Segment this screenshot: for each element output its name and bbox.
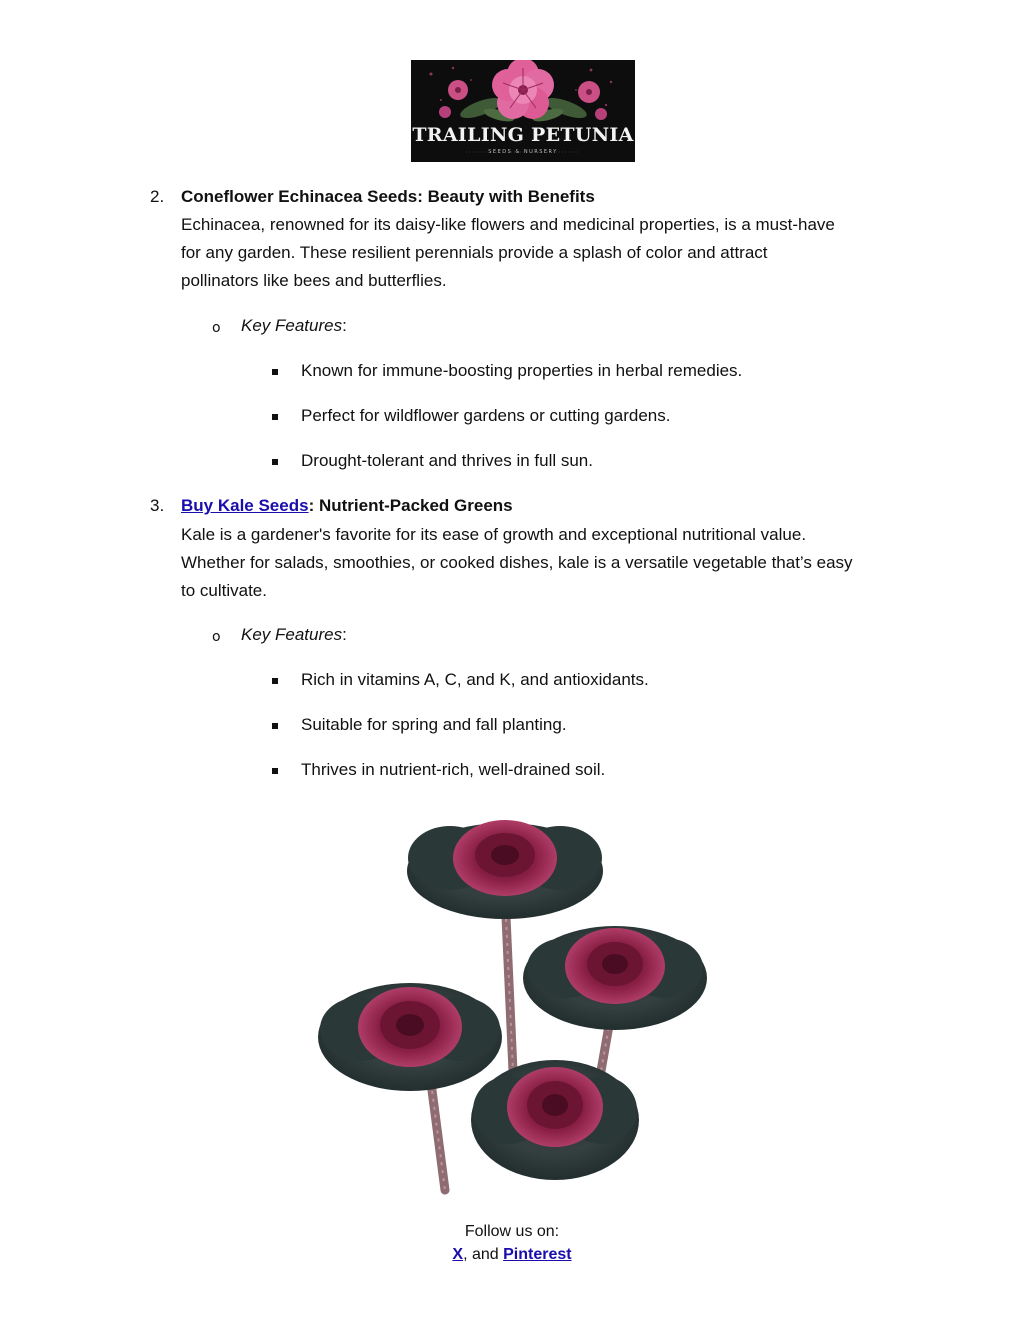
ornamental-kale-image [315, 805, 710, 1195]
section3-paragraph-line-3: to cultivate. [181, 581, 267, 600]
section3-heading [181, 492, 513, 520]
square-bullet-icon [272, 768, 278, 774]
section2-feature-3: Drought-tolerant and thrives in full sun. [301, 451, 593, 470]
section2-heading: Coneflower Echinacea Seeds: Beauty with Benefits [181, 187, 595, 206]
section2-key-features-label: Key Features: [241, 316, 347, 335]
circle-bullet-icon: o [212, 629, 221, 645]
section3-feature-1: Rich in vitamins A, C, and K, and antioxidants. [301, 670, 649, 689]
square-bullet-icon [272, 414, 278, 420]
buy-kale-seeds-link[interactable]: Buy Kale Seeds [181, 496, 309, 515]
section2-feature-1: Known for immune-boosting properties in herbal remedies. [301, 361, 743, 380]
list-number-3: 3. [150, 496, 165, 515]
section3-heading-rest: : Nutrient-Packed Greens [308, 496, 513, 515]
section3-key-features-label: Key Features: [241, 625, 347, 644]
section2-paragraph-line-1: Echinacea, renowned for its daisy-like flowers and medicinal properties, is a must-have [181, 215, 835, 234]
square-bullet-icon [272, 678, 278, 684]
follow-us-text: Follow us on: [464, 1223, 560, 1240]
section3-paragraph-line-1: Kale is a gardener's favorite for its ease of growth and exceptional nutritional value. [181, 525, 807, 544]
section3-paragraph-line-2: Whether for salads, smoothies, or cooked dishes, kale is a versatile vegetable that’s easy [181, 553, 853, 572]
trailing-petunia-logo [411, 60, 635, 162]
kale-plants-icon [315, 805, 710, 1195]
petunia-flower-logo-icon [411, 60, 635, 162]
logo-title: TRAILING PETUNIA [412, 124, 634, 146]
section3-feature-2: Suitable for spring and fall planting. [301, 715, 567, 734]
section2-paragraph-line-2: for any garden. These resilient perennials provide a splash of color and attract [181, 243, 768, 262]
section2-paragraph-line-3: pollinators like bees and butterflies. [181, 271, 447, 290]
square-bullet-icon [272, 459, 278, 465]
social-separator: , and [463, 1246, 504, 1263]
list-number-2: 2. [150, 187, 165, 206]
logo-subtitle: SEEDS & NURSERY [488, 149, 558, 155]
square-bullet-icon [272, 723, 278, 729]
social-links [0, 1243, 1024, 1266]
circle-bullet-icon: o [212, 320, 221, 336]
x-link[interactable]: X [452, 1246, 464, 1263]
pinterest-link[interactable]: Pinterest [503, 1246, 572, 1263]
section2-feature-2: Perfect for wildflower gardens or cutting gardens. [301, 406, 671, 425]
square-bullet-icon [272, 369, 278, 375]
section3-feature-3: Thrives in nutrient-rich, well-drained soil. [301, 760, 606, 779]
